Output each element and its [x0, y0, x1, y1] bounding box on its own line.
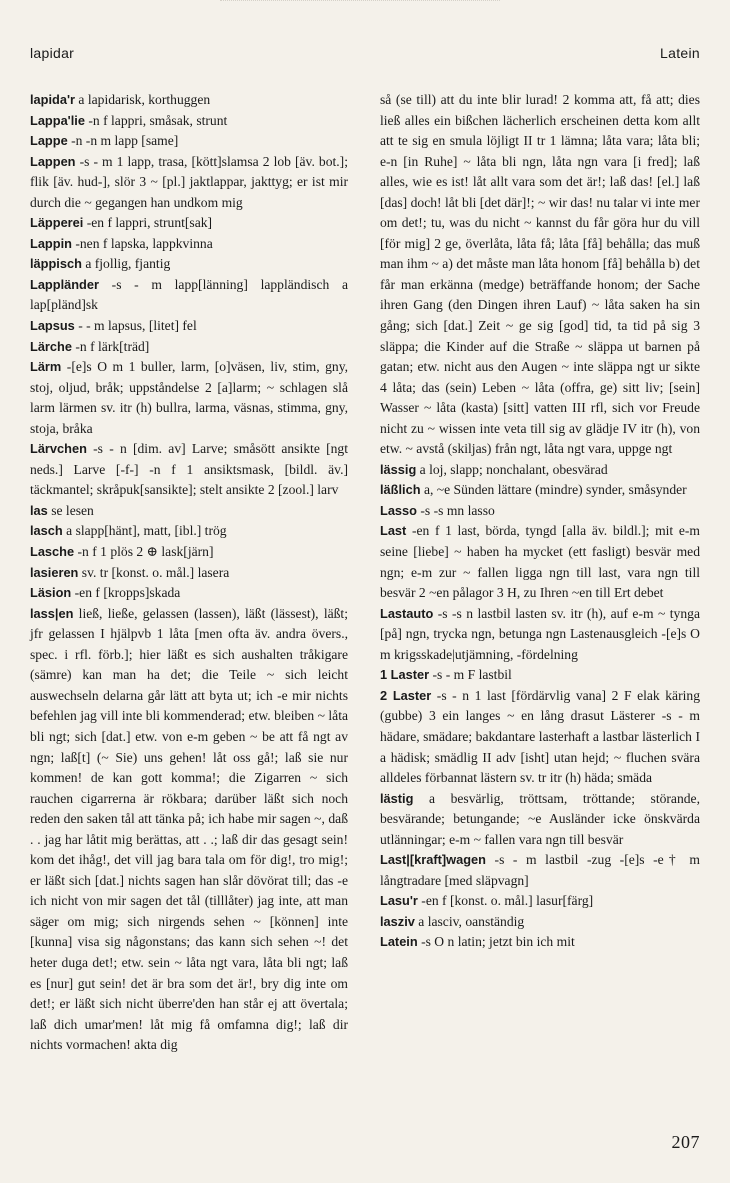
dictionary-entry: [380, 480, 700, 501]
entry-definition: se lesen: [47, 502, 94, 518]
dictionary-entry: [30, 501, 348, 522]
entry-headword: Lappen: [30, 153, 76, 169]
dictionary-entry: [380, 90, 700, 460]
entry-headword: las: [30, 502, 48, 518]
dictionary-entry: [380, 686, 700, 789]
entry-definition: -s - m 1 lapp, trasa, [kött]slamsa 2 lob [äv. bot.]; flik [äv. hud-], slör 3 ~ [pl.] jaktlappar, jakttyg; er ist mir durch die ~ gegangen han undkom mig: [30, 153, 348, 210]
entry-headword: lasch: [30, 523, 63, 539]
entry-headword: Lärvchen: [30, 441, 87, 457]
entry-headword: Lärm: [30, 359, 62, 375]
entry-definition: -s -s mn lasso: [417, 502, 495, 518]
dictionary-entry: [380, 604, 700, 666]
dictionary-entry: [30, 542, 348, 563]
entry-definition: -n -n m lapp [same]: [67, 133, 179, 149]
entry-headword: läppisch: [30, 256, 82, 272]
dictionary-entry: [30, 111, 348, 132]
entry-headword: lasziv: [380, 913, 415, 929]
dictionary-entry: [30, 90, 348, 111]
entry-definition: -s - m F lastbil: [429, 667, 512, 683]
entry-definition: -en f 1 last, börda, tyngd [alla äv. bildl.]; mit e-m seine [liebe] ~ haben ha mycket (ett fasligt) besvär med ngn; e-m zur ~ fallen ligga ngn till last, vara ngn till besvär 2 ~en pålagor 3 H, zu Ihren ~en till Ert debet: [380, 523, 700, 601]
left-column: [30, 90, 348, 1056]
entry-headword: 1 Laster: [380, 667, 430, 683]
entry-definition: -n f lappri, småsak, strunt: [84, 112, 228, 128]
entry-definition: -s - m lastbil -zug -[e]s -e† m långtradare [med släpvagn]: [380, 852, 700, 888]
entry-definition: -en f [konst. o. mål.] lasur[färg]: [417, 893, 594, 909]
right-column: [380, 90, 700, 953]
entry-headword: Lappa'lie: [30, 112, 85, 128]
dictionary-entry: [30, 563, 348, 584]
entry-definition: -s -s n lastbil lasten sv. itr (h), auf e-m ~ tynga [på] ngn, trycka ngn, betunga ngn Lastenausgleich -[e]s O m krigsskade|utjämning, -fördelning: [380, 605, 700, 662]
entry-headword: Last|[kraft]wagen: [380, 852, 486, 868]
entry-definition: - - m lapsus, [litet] fel: [74, 318, 197, 334]
header-last-word: Latein: [660, 45, 700, 61]
dictionary-entry: [30, 357, 348, 439]
dictionary-entry: [30, 316, 348, 337]
entry-headword: Lärche: [30, 338, 72, 354]
entry-definition: a slapp[hänt], matt, [ibl.] trög: [62, 523, 227, 539]
entry-headword: Lastauto: [380, 605, 434, 621]
entry-headword: Latein: [380, 934, 418, 950]
dictionary-entry: [30, 583, 348, 604]
entry-definition: a, ~e Sünden lättare (mindre) synder, småsynder: [420, 482, 687, 498]
entry-headword: Lappländer: [30, 276, 99, 292]
entry-headword: Last: [380, 523, 407, 539]
dictionary-entry: [30, 337, 348, 358]
entry-definition: a fjollig, fjantig: [81, 256, 171, 272]
dictionary-entry: [380, 789, 700, 851]
entry-headword: lass|en: [30, 605, 74, 621]
dictionary-entry: [30, 521, 348, 542]
running-header: [30, 45, 700, 67]
entry-definition: ließ, ließe, gelassen (lassen), läßt (lässest), läßt; jfr gelassen I hjälpvb 1 låta [men ofta äv. andra övers., spec. i rfl. förb.]; hier läßt es sich aushalten tråkigare (sämre) kan man ha det; die Teile ~ sich leicht auswechseln delarna går lätt att byta ut; ich -e mir nichts befehlen jag vill inte bli kommenderad; etw. bleiben ~ låta bli ngt; sich [dat.] etw. von e-m geben ~ be att få ngt av ngn; laß[t] (~ Sie) uns gehen! låt oss gå!; laß sie nur kommen! de kan gott komma!; die Zigarren ~ sich rauchen cigarrerna är rökbara; darüber läßt sich noch reden den saken tål att tänka på; ich habe mir sagen ~, daß . . jag har låtit mig berättas, att . .; laß dir das gesagt sein! kom det ihåg!, det vill jag bara tala om för dig!, tro mig!; er läßt sich [dat.] nichts sagen han slår dövörat till; das -e ich nicht von mir sagen det tål (tilllåter) jag inte, att man säger om mig; sich nirgends sehen ~ [können] inte [kunna] visa sig någonstans; das kann sich sehen ~! det heter duga det!; etw. sein ~ låta ngt vara, låta bli ngt; laß es [nur] gut sein! det är bra som det är!, bry dig inte om det!; er läßt sich nicht überre'den han står ej att övertala; laß dich umar'men! låt mig få omfamna dig!; laß dir nichts vormachen! akta dig: [30, 605, 348, 1053]
dictionary-entry: [30, 234, 348, 255]
dictionary-entry: [380, 521, 700, 603]
entry-definition: sv. tr [konst. o. mål.] lasera: [78, 564, 230, 580]
entry-definition: så (se till) att du inte blir lurad! 2 komma att, få att; dies ließ alles ein bißchen lächerlich erscheinen detta kom allt att te sig en smula löjligt II tr 1 lämna; låta vara; låta bli; e-n [in Ruhe] ~ låta bli ngn, låta ngn vara [i fred]; laß alles, wie es ist! låt allt vara som det är!; laß das! [el.] laß [das] doch! låt bli [det där]!; ~ wir das! nu talar vi inte mer om det!; tu, was du nicht ~ kannst du får göra hur du vill [för mig] 2 ge, överlåta, låta få; låta [få] behålla; das muß man ihm ~ a) det måste man låta honom [få] behålla b) det får man erkänna (medge) beträffande honom; der Sache ihren Gang (den Dingen ihren Lauf) ~ låta saken ha sin gång; sich [dat.] Zeit ~ ge sig [god] tid, ta tid på sig 3 släppa; die Kinder auf die Straße ~ släppa ut barnen på gatan; etw. nicht aus den Augen ~ inte släppa ngt ur sikte 4 låta; das (sein) Leben ~ låta (offra, ge) sitt liv; [sein] Wasser ~ låta (kasta) [sitt] vatten III rfl, sich vor Freude nicht zu ~ wissen inte veta till sig av glädje IV itr (h), von etw. ~ avstå (skiljas) från ngt, låta ngt vara, uppge ngt: [380, 92, 700, 457]
entry-definition: -nen f lapska, lappkvinna: [71, 235, 213, 251]
entry-headword: läßlich: [380, 482, 421, 498]
entry-definition: a loj, slapp; nonchalant, obesvärad: [416, 461, 608, 477]
dictionary-entry: [380, 912, 700, 933]
entry-definition: -[e]s O m 1 buller, larm, [o]väsen, liv, stim, gny, stoj, oljud, bråk; uppståndelse 2 [a]larm; ~ schlagen slå larm lärmen sv. itr (h) bullra, larma, väsnas, stimma, gny, stoja, bråka: [30, 359, 348, 436]
entry-definition: -en f [kropps]skada: [71, 585, 181, 601]
entry-definition: a lasciv, oanständig: [414, 913, 525, 929]
entry-headword: Läsion: [30, 585, 72, 601]
entry-headword: 2 Laster: [380, 687, 432, 703]
entry-definition: -s - m lapp[länning] lappländisch a lap[pländ]sk: [30, 276, 348, 313]
dictionary-entry: [380, 665, 700, 686]
dictionary-entry: [380, 932, 700, 953]
dictionary-entry: [380, 501, 700, 522]
dictionary-entry: [30, 275, 348, 316]
entry-headword: Lasso: [380, 502, 417, 518]
entry-headword: lässig: [380, 461, 417, 477]
dictionary-entry: [30, 152, 348, 214]
dictionary-entry: [380, 850, 700, 891]
entry-headword: lästig: [380, 790, 414, 806]
entry-definition: -en f lappri, strunt[sak]: [83, 215, 213, 231]
entry-headword: Lapsus: [30, 318, 75, 334]
entry-definition: -n f lärk[träd]: [71, 338, 150, 354]
entry-headword: Lasu'r: [380, 893, 418, 909]
entry-headword: lapida'r: [30, 92, 76, 107]
entry-definition: -n f 1 plös 2 ⊕ lask[järn]: [74, 544, 214, 560]
entry-headword: lasieren: [30, 564, 79, 580]
header-first-word: lapidar: [30, 45, 75, 61]
entry-definition: -s - n 1 last [fördärvlig vana] 2 F elak käring (gubbe) 3 ein langes ~ en lång drasut Lästerer -s - m hädare, smädare; bakdantare lasterhaft a lastbar lästerlich I a hädisk; smädlig II adv [isht] utan hejd; ~ fluchen svära alldeles förbannat lästern sv. tr itr (h) häda; smäda: [380, 687, 700, 786]
dictionary-entry: [30, 604, 348, 1056]
entry-headword: Lasche: [30, 544, 75, 560]
dictionary-entry: [30, 213, 348, 234]
entry-definition: a besvärlig, tröttsam, tröttande; störande, besvärande; betungande; ~e Ausländer icke önskvärda utlänningar; e-m ~ fallen vara ngn till besvär: [380, 790, 700, 847]
scan-mark: [220, 0, 500, 7]
entry-definition: -s O n latin; jetzt bin ich mit: [417, 934, 575, 950]
entry-headword: Läpperei: [30, 215, 84, 231]
dictionary-entry: [380, 460, 700, 481]
entry-headword: Lappe: [30, 133, 68, 149]
dictionary-entry: [380, 891, 700, 912]
page-number: 207: [671, 1132, 700, 1152]
entry-definition: a lapidarisk, korthuggen: [75, 92, 211, 107]
dictionary-entry: [30, 439, 348, 501]
dictionary-entry: [30, 131, 348, 152]
entry-definition: -s - n [dim. av] Larve; småsött ansikte [ngt neds.] Larve [-f-] -n f 1 ansiktsmask, [bildl. äv.] täckmantel; skråpuk[sansikte]; stelt ansikte 2 [zool.] larv: [30, 441, 348, 498]
entry-headword: Lappin: [30, 235, 72, 251]
dictionary-entry: [30, 254, 348, 275]
